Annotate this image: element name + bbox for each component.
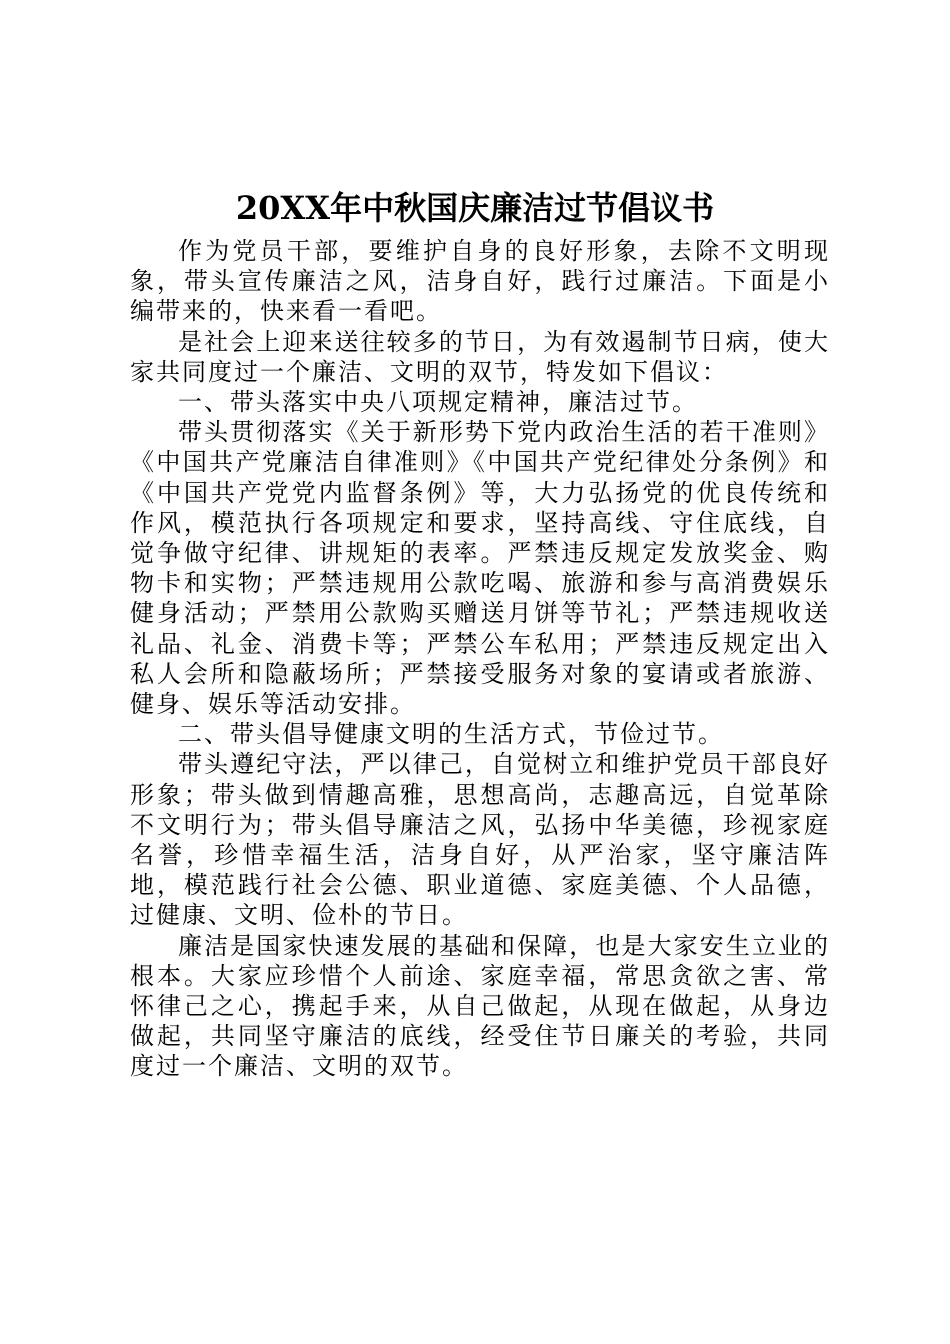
paragraph-intro: 作为党员干部，要维护自身的良好形象，去除不文明现象，带头宣传廉洁之风，洁身自好，践行过廉洁。下面是小编带来的，快来看一看吧。	[130, 237, 830, 326]
document-body	[130, 236, 830, 1082]
paragraph-proposal: 是社会上迎来送往较多的节日，为有效遏制节日病，使大家共同度过一个廉洁、文明的双节，特发如下倡议：	[130, 327, 830, 386]
section-heading-1: 一、带头落实中央八项规定精神，廉洁过节。	[178, 388, 698, 417]
document-title: 20XX年中秋国庆廉洁过节倡议书	[235, 189, 715, 227]
paragraph-section-2: 带头遵纪守法，严以律己，自觉树立和维护党员干部良好形象；带头做到情趣高雅，思想高尚，志趣高远，自觉革除不文明行为；带头倡导廉洁之风，弘扬中华美德，珍视家庭名誉，珍惜幸福生活，洁身自好，从严治家，坚守廉洁阵地，模范践行社会公德、职业道德、家庭美德、个人品德，过健康、文明、俭朴的节日。	[130, 750, 830, 930]
section-heading-2: 二、带头倡导健康文明的生活方式，节俭过节。	[178, 720, 724, 749]
paragraph-section-1: 带头贯彻落实《关于新形势下党内政治生活的若干准则》《中国共产党廉洁自律准则》《中国共产党纪律处分条例》和《中国共产党党内监督条例》等，大力弘扬党的优良传统和作风，模范执行各项规定和要求，坚持高线、守住底线，自觉争做守纪律、讲规矩的表率。严禁违反规定发放奖金、购物卡和实物；严禁违规用公款吃喝、旅游和参与高消费娱乐健身活动；严禁用公款购买赠送月饼等节礼；严禁违规收送礼品、礼金、消费卡等；严禁公车私用；严禁违反规定出入私人会所和隐蔽场所；严禁接受服务对象的宴请或者旅游、健身、娱乐等活动安排。	[130, 418, 830, 719]
paragraph-conclusion: 廉洁是国家快速发展的基础和保障，也是大家安生立业的根本。大家应珍惜个人前途、家庭幸福，常思贪欲之害、常怀律己之心，携起手来，从自己做起，从现在做起，从身边做起，共同坚守廉洁的底线，经受住节日廉关的考验，共同度过一个廉洁、文明的双节。	[130, 931, 830, 1081]
